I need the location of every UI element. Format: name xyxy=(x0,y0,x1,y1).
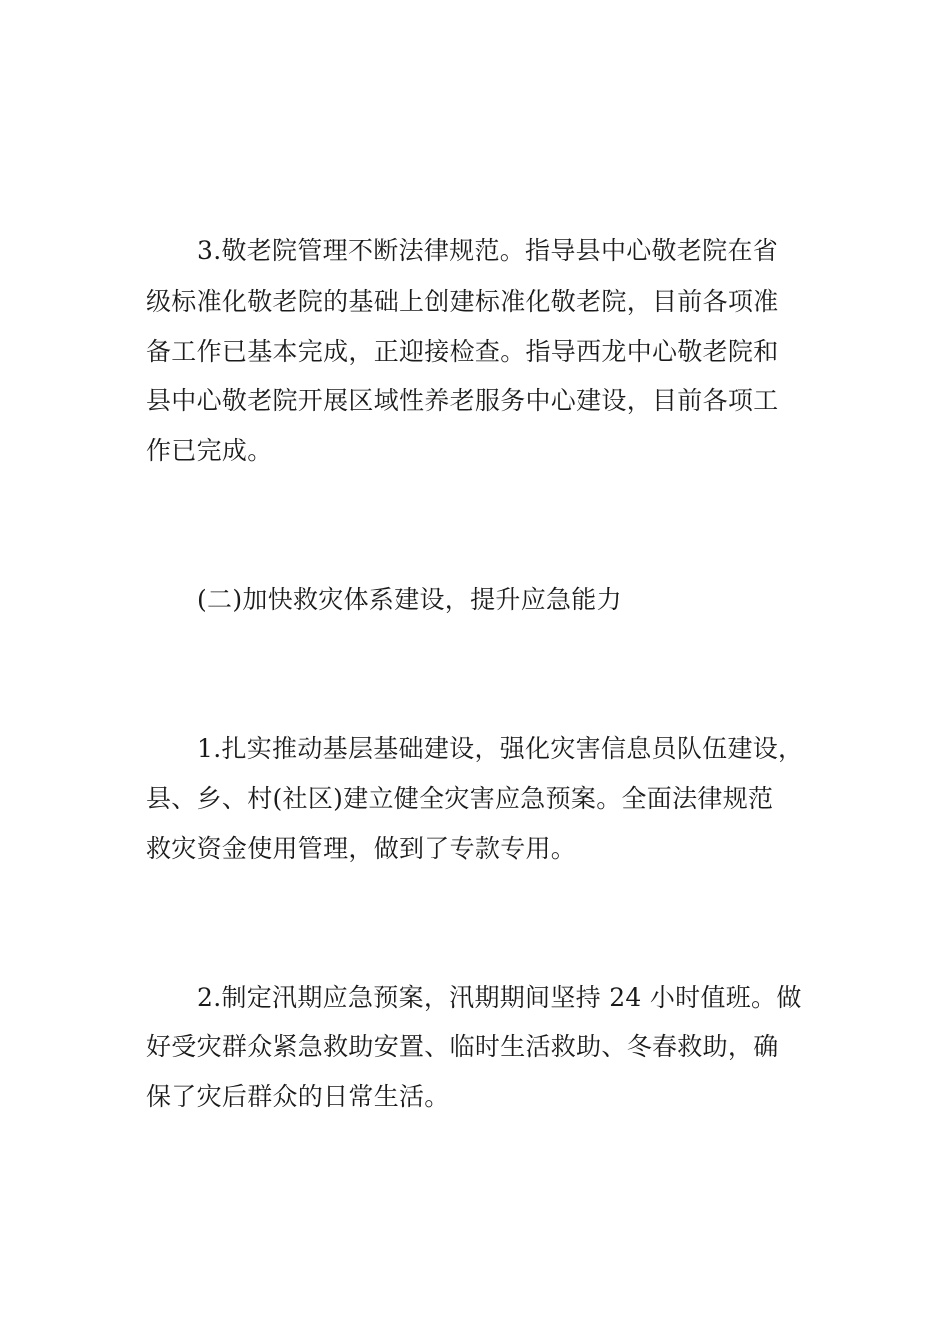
paragraph-line: 县中心敬老院开展区域性养老服务中心建设，目前各项工 xyxy=(146,386,779,415)
paragraph-line: 1.扎实推动基层基础建设，强化灾害信息员队伍建设， xyxy=(197,734,804,763)
paragraph-line: 3.敬老院管理不断法律规范。指导县中心敬老院在省 xyxy=(197,236,779,265)
paragraph-line: 级标准化敬老院的基础上创建标准化敬老院，目前各项准 xyxy=(146,287,779,316)
paragraph-line: 保了灾后群众的日常生活。 xyxy=(146,1082,450,1111)
paragraph-line: 救灾资金使用管理，做到了专款专用。 xyxy=(146,834,577,863)
paragraph-line: 好受灾群众紧急救助安置、临时生活救助、冬春救助，确 xyxy=(146,1032,779,1061)
paragraph-line: 作已完成。 xyxy=(146,436,273,465)
paragraph-line: 2.制定汛期应急预案，汛期期间坚持 24 小时值班。做 xyxy=(197,983,802,1012)
section-heading: (二)加快救灾体系建设，提升应急能力 xyxy=(197,585,622,614)
paragraph-line: 县、乡、村(社区)建立健全灾害应急预案。全面法律规范 xyxy=(146,784,774,813)
paragraph-line: 备工作已基本完成，正迎接检查。指导西龙中心敬老院和 xyxy=(146,337,779,366)
